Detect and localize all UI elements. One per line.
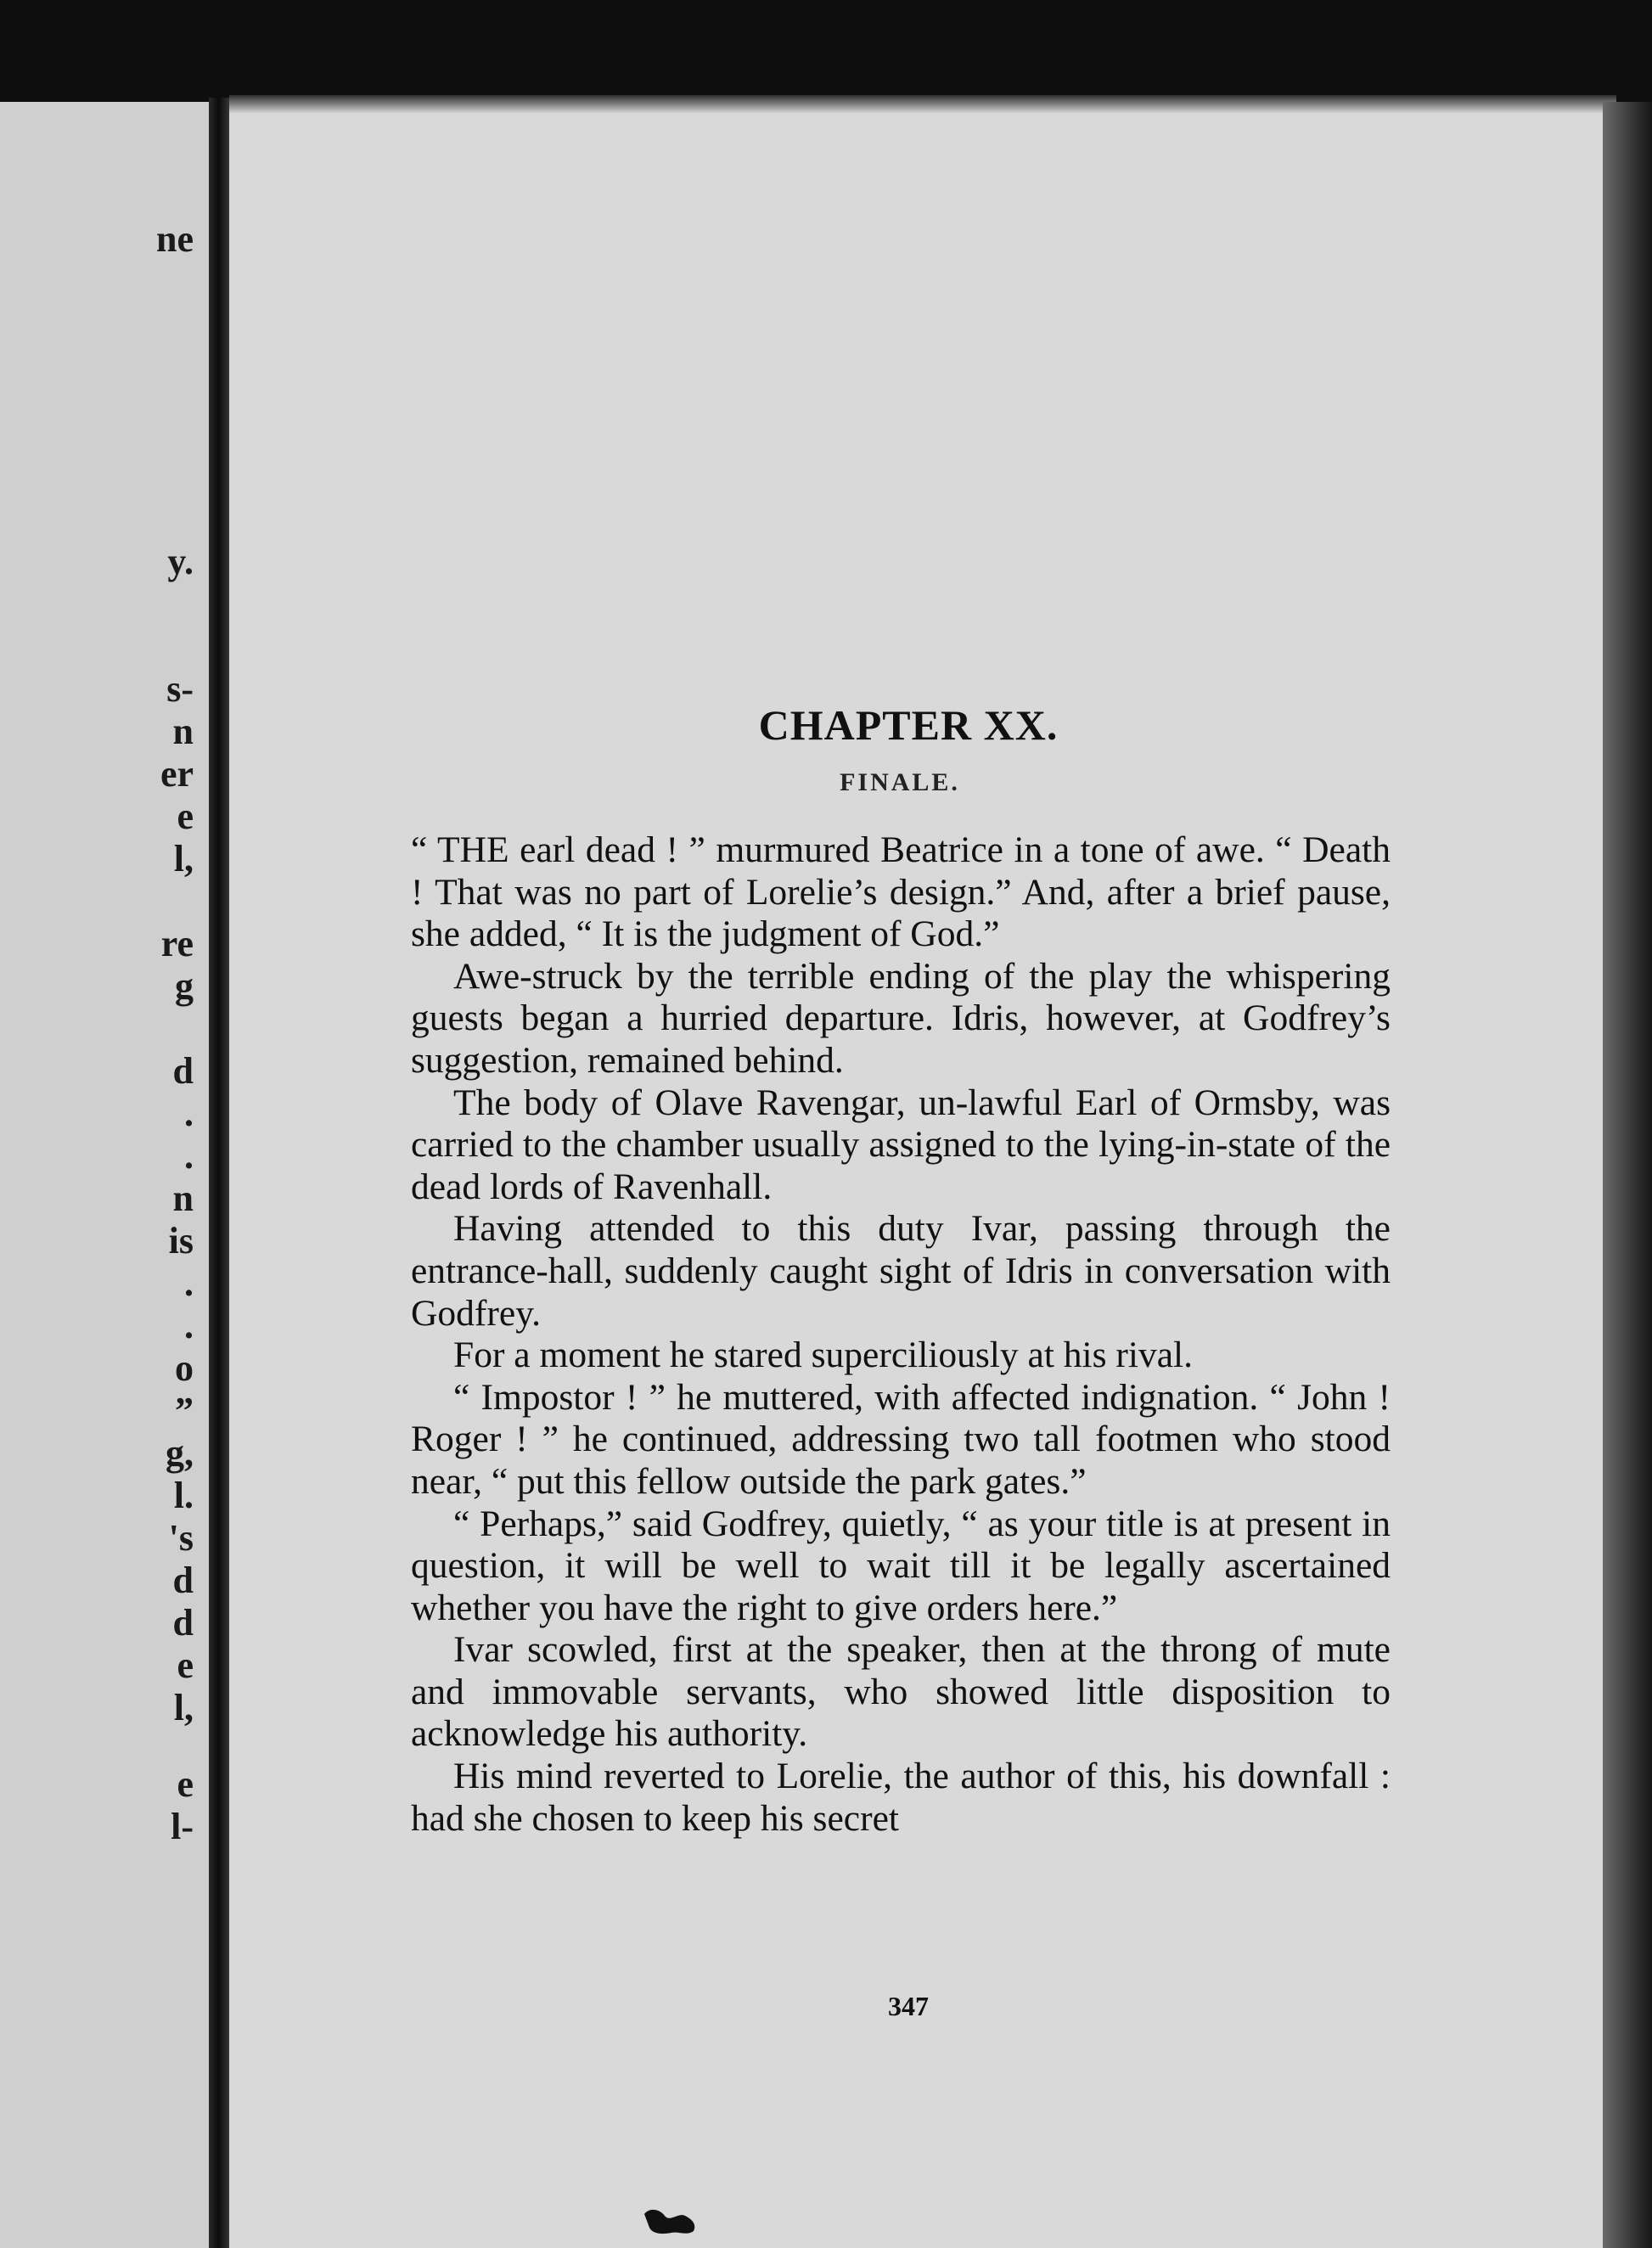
paragraph: Awe-struck by the terrible ending of the play the whispering guests began a hurried departure. Idris, however, at Godfrey’s suggestion, remained behind. <box>411 955 1391 1081</box>
chapter-title: CHAPTER XX. <box>758 701 1059 749</box>
left-page-edge-text <box>0 102 219 2248</box>
left-fragment: l, <box>173 838 194 880</box>
left-fragment: d <box>172 1050 194 1092</box>
left-fragment: e <box>177 795 194 837</box>
left-fragment: n <box>172 711 194 752</box>
page-number: 347 <box>888 1991 929 2021</box>
left-fragment: l, <box>173 1687 194 1728</box>
left-fragment: e <box>177 1763 194 1805</box>
left-fragment: . <box>184 1093 194 1134</box>
chapter-body <box>411 829 1391 1840</box>
left-page <box>0 102 219 2248</box>
left-fragment: d <box>172 1602 194 1644</box>
paragraph: “ Impostor ! ” he muttered, with affected indignation. “ John ! Roger ! ” he continued, addressing two tall footmen who stood near, “ put this fellow outside the park gates.” <box>411 1376 1391 1502</box>
left-fragment: g, <box>166 1432 194 1474</box>
top-shadow <box>229 95 1616 114</box>
left-fragment: e <box>177 1644 194 1686</box>
paragraph: Having attended to this duty Ivar, passing through the entrance-hall, suddenly caught sight of Idris in conversation with Godfrey. <box>411 1208 1391 1334</box>
paragraph: For a moment he stared superciliously at his rival. <box>453 1335 1194 1376</box>
left-fragment: . <box>184 1135 194 1177</box>
left-fragment: g <box>175 965 194 1007</box>
paragraph: The body of Olave Ravengar, un-lawful Earl of Ormsby, was carried to the chamber usually assigned to the lying-in-state of the dead lords of Ravenhall. <box>411 1082 1391 1207</box>
left-fragment: y. <box>167 541 194 582</box>
paragraph: His mind reverted to Lorelie, the author of this, his downfall : had she chosen to keep his secret <box>411 1756 1391 1839</box>
left-fragment: re <box>160 923 194 964</box>
left-fragment: is <box>168 1220 194 1262</box>
paragraph: Ivar scowled, first at the speaker, then at the throng of mute and immovable servants, who showed little disposition to acknowledge his authority. <box>411 1629 1391 1755</box>
left-fragment: er <box>160 753 194 795</box>
left-fragment: l- <box>171 1806 194 1847</box>
paragraph: “ Perhaps,” said Godfrey, quietly, “ as your title is at present in question, it will be well to wait till it be legally ascertained whether you have the right to give orders here.” <box>411 1503 1391 1628</box>
chapter-subtitle: FINALE. <box>840 768 960 796</box>
left-fragment: o <box>175 1347 194 1389</box>
right-page-edge-shadow <box>1603 102 1652 2248</box>
left-fragment: l. <box>173 1475 194 1516</box>
left-fragment: . <box>184 1305 194 1346</box>
left-fragment: s- <box>166 668 194 710</box>
left-fragment: 's <box>168 1517 194 1559</box>
left-fragment: . <box>184 1262 194 1304</box>
left-fragment: n <box>172 1177 194 1219</box>
left-fragment: ” <box>175 1390 194 1431</box>
ink-mark-icon <box>641 2206 702 2238</box>
paragraph: “ THE earl dead ! ” murmured Beatrice in a tone of awe. “ Death ! That was no part of Lorelie’s design.” And, after a brief pause, she added, “ It is the judgment of God.” <box>411 829 1391 955</box>
book-gutter <box>209 98 231 2248</box>
left-fragment: ne <box>156 218 194 260</box>
left-fragment: d <box>172 1560 194 1601</box>
